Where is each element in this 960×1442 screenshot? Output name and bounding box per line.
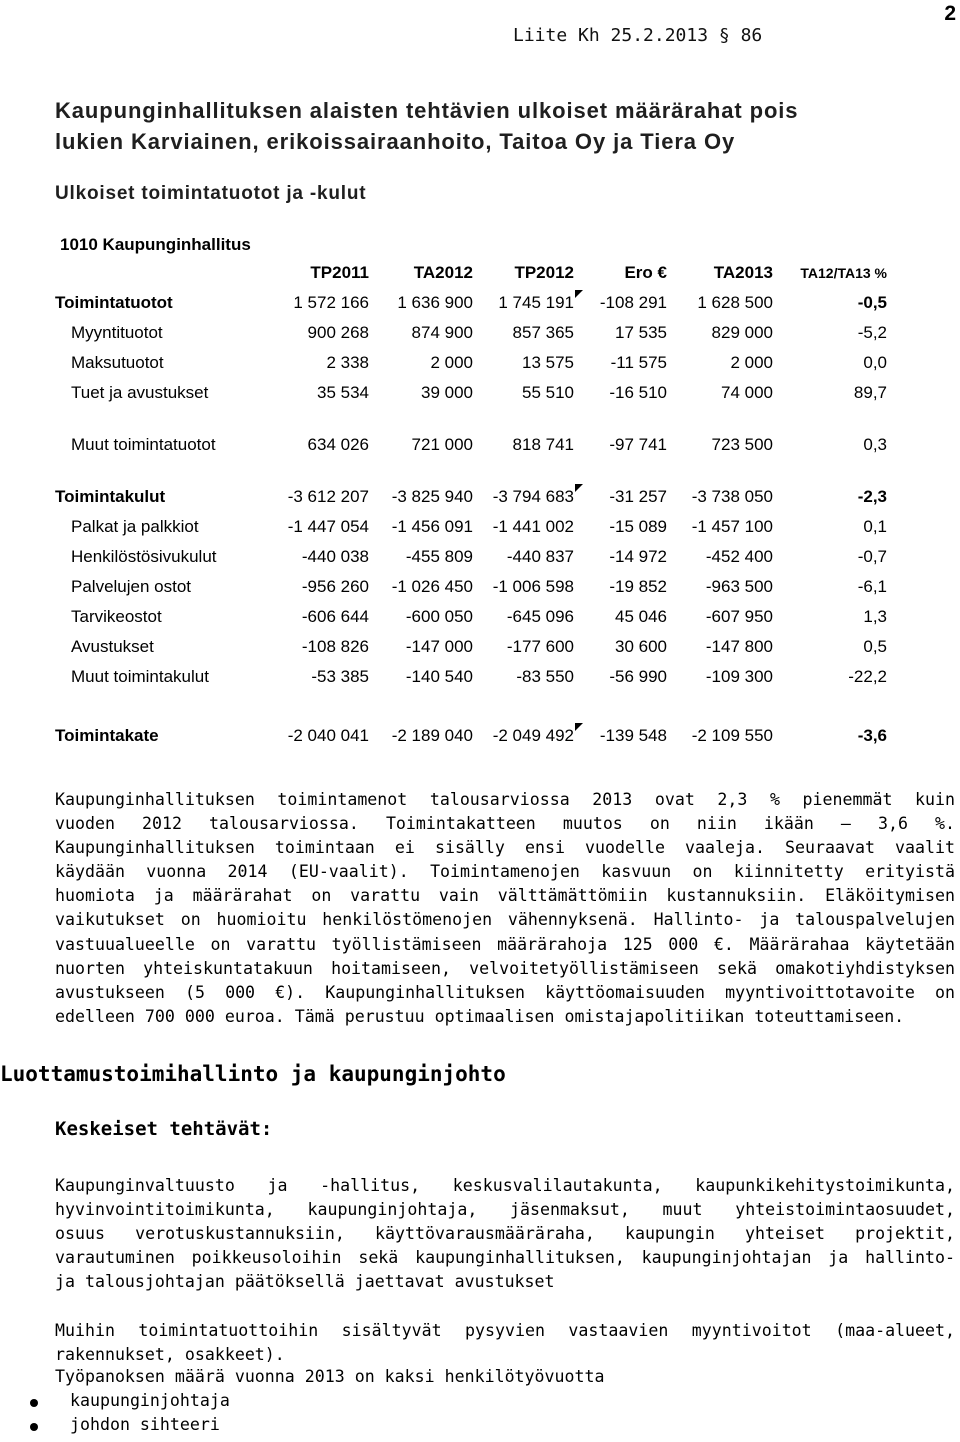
row-label: Toimintakulut — [55, 487, 166, 506]
paragraph-line: vastuualueelle on varattu työllistämiseen määrärahoja 125 000 €. Määrärahaa käytetään — [55, 934, 955, 954]
table-row — [55, 378, 887, 408]
paragraph-line: osuus verotuskustannuksiin, käyttövarausmääräraha, kaupungin yhteiset projektit, — [55, 1224, 955, 1244]
table-cell: -147 000 — [405, 637, 473, 656]
row-label: Maksutuotot — [71, 353, 164, 372]
table-cell: -600 050 — [405, 607, 473, 626]
table-cell: 723 500 — [711, 435, 773, 454]
table-cell: -14 972 — [609, 547, 667, 566]
table-row — [55, 542, 887, 572]
table-cell: -22,2 — [848, 667, 887, 686]
table-cell: -3 825 940 — [391, 487, 473, 506]
table-cell: -5,2 — [857, 323, 887, 342]
paragraph-line: avustukseen (5 000 €). Kaupunginhallituksen käyttöomaisuuden myyntivoittotavoite on — [55, 982, 955, 1002]
row-label: Henkilöstösivukulut — [71, 547, 217, 566]
column-header: TA2012 — [413, 263, 473, 282]
row-label: Muut toimintakulut — [71, 667, 209, 686]
table-row — [55, 482, 887, 512]
table-cell: 39 000 — [421, 383, 473, 402]
table-row — [55, 602, 887, 632]
bullet-icon — [30, 1399, 38, 1407]
table-cell: 0,5 — [863, 637, 887, 656]
section-subtitle: Ulkoiset toimintatuotot ja -kulut — [55, 183, 367, 204]
table-row — [55, 318, 887, 348]
table-cell: 35 534 — [317, 383, 369, 402]
document-reference: Liite Kh 25.2.2013 § 86 — [513, 25, 763, 46]
paragraph-line: vuoden 2012 talousarviossa. Toimintakatteen muutos on niin ikään – 3,6 %. — [55, 814, 955, 834]
table-cell: 17 535 — [615, 323, 667, 342]
table-cell: 857 365 — [512, 323, 574, 342]
row-label: Avustukset — [71, 637, 154, 656]
table-cell: -140 540 — [405, 667, 473, 686]
table-header-row — [55, 258, 887, 288]
row-label: Toimintatuotot — [55, 293, 173, 312]
column-header: TA12/TA13 % — [800, 265, 887, 281]
table-row — [55, 572, 887, 602]
table-cell: -1 441 002 — [492, 517, 574, 536]
table-cell: -19 852 — [609, 577, 667, 596]
table-cell: -147 800 — [705, 637, 773, 656]
paragraph-line: edelleen 700 000 euroa. Tämä perustuu optimaalisen omistajapolitiikan toteuttamiseen. — [55, 1006, 905, 1026]
table-cell: 89,7 — [853, 383, 887, 402]
table-cell: -56 990 — [609, 667, 667, 686]
page-title-line-2: lukien Karviainen, erikoissairaanhoito, Taitoa Oy ja Tiera Oy — [55, 129, 736, 154]
table-cell: 13 575 — [522, 353, 574, 372]
table-cell — [473, 721, 574, 751]
list-item — [70, 1415, 220, 1434]
subsection-heading: Keskeiset tehtävät: — [55, 1118, 273, 1140]
table-cell: -11 575 — [610, 353, 667, 372]
paragraph-line: Kaupunginhallituksen toimintaan ei sisälly ensi vuodelle vaaleja. Seuraavat vaalit — [55, 838, 955, 858]
table-cell: 1 636 900 — [397, 293, 473, 312]
table-cell: -0,7 — [857, 547, 887, 566]
table-cell: -108 291 — [599, 293, 667, 312]
table-cell: -607 950 — [705, 607, 773, 626]
tasks-paragraph — [55, 1174, 955, 1294]
table-cell: 1,3 — [863, 607, 887, 626]
paragraph-line: käydään vuonna 2014 (EU-vaalit). Toimintamenojen kasvuun on kiinnitetty erityistä — [55, 862, 955, 882]
table-cell: 874 900 — [411, 323, 473, 342]
table-cell: -1 447 054 — [287, 517, 369, 536]
table-cell: -452 400 — [705, 547, 773, 566]
paragraph-line: varautuminen poikkeusoloihin sekä kaupunginhallituksen, kaupunginjohtajan ja hallinto- — [55, 1248, 955, 1268]
table-cell: 2 000 — [730, 353, 773, 372]
table-cell: -97 741 — [609, 435, 667, 454]
cell-value: -2 049 492 — [492, 726, 574, 745]
row-label: Muut toimintatuotot — [71, 435, 216, 454]
column-header: TP2012 — [514, 263, 574, 282]
table-cell: 74 000 — [721, 383, 773, 402]
table-cell: -455 809 — [405, 547, 473, 566]
table-row — [55, 348, 887, 378]
table-row — [55, 288, 887, 318]
table-cell: 0,1 — [863, 517, 887, 536]
paragraph-line: ja talousjohtajan päätöksellä jaettavat avustukset — [55, 1272, 555, 1292]
table-cell: 1 628 500 — [697, 293, 773, 312]
table-cell: -3,6 — [857, 726, 887, 745]
table-cell: 1 572 166 — [293, 293, 369, 312]
table-row — [55, 721, 887, 751]
table-row — [55, 632, 887, 662]
column-header: TP2011 — [310, 263, 369, 282]
table-cell: -16 510 — [609, 383, 667, 402]
row-label: Tarvikeostot — [71, 607, 162, 626]
table-cell: -177 600 — [506, 637, 574, 656]
page-number: 2 — [944, 2, 956, 25]
table-cell: -6,1 — [857, 577, 887, 596]
table-cell: -2 109 550 — [691, 726, 773, 745]
cell-value: -3 794 683 — [492, 487, 574, 506]
table-cell: -606 644 — [301, 607, 369, 626]
table-cell: 0,3 — [863, 435, 887, 454]
table-row — [55, 512, 887, 542]
row-label: Myyntituotot — [71, 323, 163, 342]
table-cell: 45 046 — [615, 607, 667, 626]
row-label: Palkat ja palkkiot — [71, 517, 199, 536]
table-cell: -53 385 — [311, 667, 369, 686]
paragraph-line: hyvinvointitoimikunta, kaupunginjohtaja, jäsenmaksut, muut yhteistoimintaosuudet, — [55, 1200, 955, 1220]
table-cell: -645 096 — [506, 607, 574, 626]
finance-table — [55, 258, 887, 751]
table-cell: -139 548 — [599, 726, 667, 745]
paragraph-line: Muihin toimintatuottoihin sisältyvät pysyvien vastaavien myyntivoitot (maa-alueet, — [55, 1321, 955, 1340]
table-cell: 900 268 — [307, 323, 369, 342]
table-row — [55, 430, 887, 460]
table-cell: 2 338 — [326, 353, 369, 372]
table-cell: 2 000 — [430, 353, 473, 372]
table-cell: 829 000 — [711, 323, 773, 342]
paragraph-line: vaikutukset on huomioitu henkilöstömenojen vähennyksenä. Hallinto- ja talouspalvelujen — [55, 910, 955, 930]
table-cell: -3 612 207 — [287, 487, 369, 506]
other-income-paragraph — [55, 1319, 955, 1367]
table-row — [55, 662, 887, 692]
table-cell: 634 026 — [307, 435, 369, 454]
bullet-icon — [30, 1423, 38, 1431]
column-header: Ero € — [624, 263, 667, 282]
paragraph-line: huomiota ja määrärahat on varattu vain välttämättömiin kustannuksiin. Eläköitymisen — [55, 886, 955, 906]
page-title-line-1: Kaupunginhallituksen alaisten tehtävien ulkoiset määrärahat pois — [55, 98, 799, 123]
table-cell: -2,3 — [857, 487, 887, 506]
unit-name: 1010 Kaupunginhallitus — [60, 235, 251, 254]
table-cell: -963 500 — [705, 577, 773, 596]
table-cell: -440 038 — [301, 547, 369, 566]
table-cell: -2 040 041 — [287, 726, 369, 745]
table-cell: 721 000 — [411, 435, 473, 454]
table-cell: 818 741 — [512, 435, 574, 454]
table-cell: -109 300 — [705, 667, 773, 686]
table-cell: -31 257 — [609, 487, 667, 506]
table-cell: -15 089 — [609, 517, 667, 536]
list-item-label: johdon sihteeri — [70, 1415, 220, 1434]
table-cell: -0,5 — [857, 293, 887, 312]
list-item — [70, 1391, 230, 1410]
cell-value: 1 745 191 — [498, 293, 574, 312]
table-cell: -108 826 — [301, 637, 369, 656]
table-cell: -83 550 — [516, 667, 574, 686]
budget-explanation-paragraph — [55, 788, 955, 1029]
row-label: Palvelujen ostot — [71, 577, 192, 596]
table-cell — [473, 288, 574, 318]
table-cell: -1 456 091 — [391, 517, 473, 536]
row-label: Tuet ja avustukset — [71, 383, 209, 402]
paragraph-line: Kaupunginhallituksen toimintamenot talousarviossa 2013 ovat 2,3 % pienemmät kuin — [55, 790, 955, 809]
table-cell: -956 260 — [301, 577, 369, 596]
table-cell — [473, 482, 574, 512]
paragraph-line: rakennukset, osakkeet). — [55, 1345, 285, 1365]
section-heading: Luottamustoimihallinto ja kaupunginjohto — [0, 1062, 506, 1086]
table-cell: -440 837 — [506, 547, 574, 566]
table-cell: 0,0 — [863, 353, 887, 372]
staff-line: Työpanoksen määrä vuonna 2013 on kaksi henkilötyövuotta — [55, 1367, 605, 1386]
table-cell: -3 738 050 — [691, 487, 773, 506]
table-cell: -1 026 450 — [391, 577, 473, 596]
table-cell: 55 510 — [522, 383, 574, 402]
paragraph-line: Kaupunginvaltuusto ja -hallitus, keskusvalilautakunta, kaupunkikehitystoimikunta, — [55, 1176, 955, 1195]
table-cell: 30 600 — [615, 637, 667, 656]
column-header: TA2013 — [713, 263, 773, 282]
list-item-label: kaupunginjohtaja — [70, 1391, 230, 1410]
paragraph-line: nuorten yhteiskuntatakuun hoitamiseen, velvoitetyöllistämiseen sekä omakotiyhdistyksen — [55, 958, 955, 978]
table-cell: -1 006 598 — [492, 577, 574, 596]
table-cell: -2 189 040 — [391, 726, 473, 745]
table-cell: -1 457 100 — [691, 517, 773, 536]
row-label: Toimintakate — [55, 726, 159, 745]
